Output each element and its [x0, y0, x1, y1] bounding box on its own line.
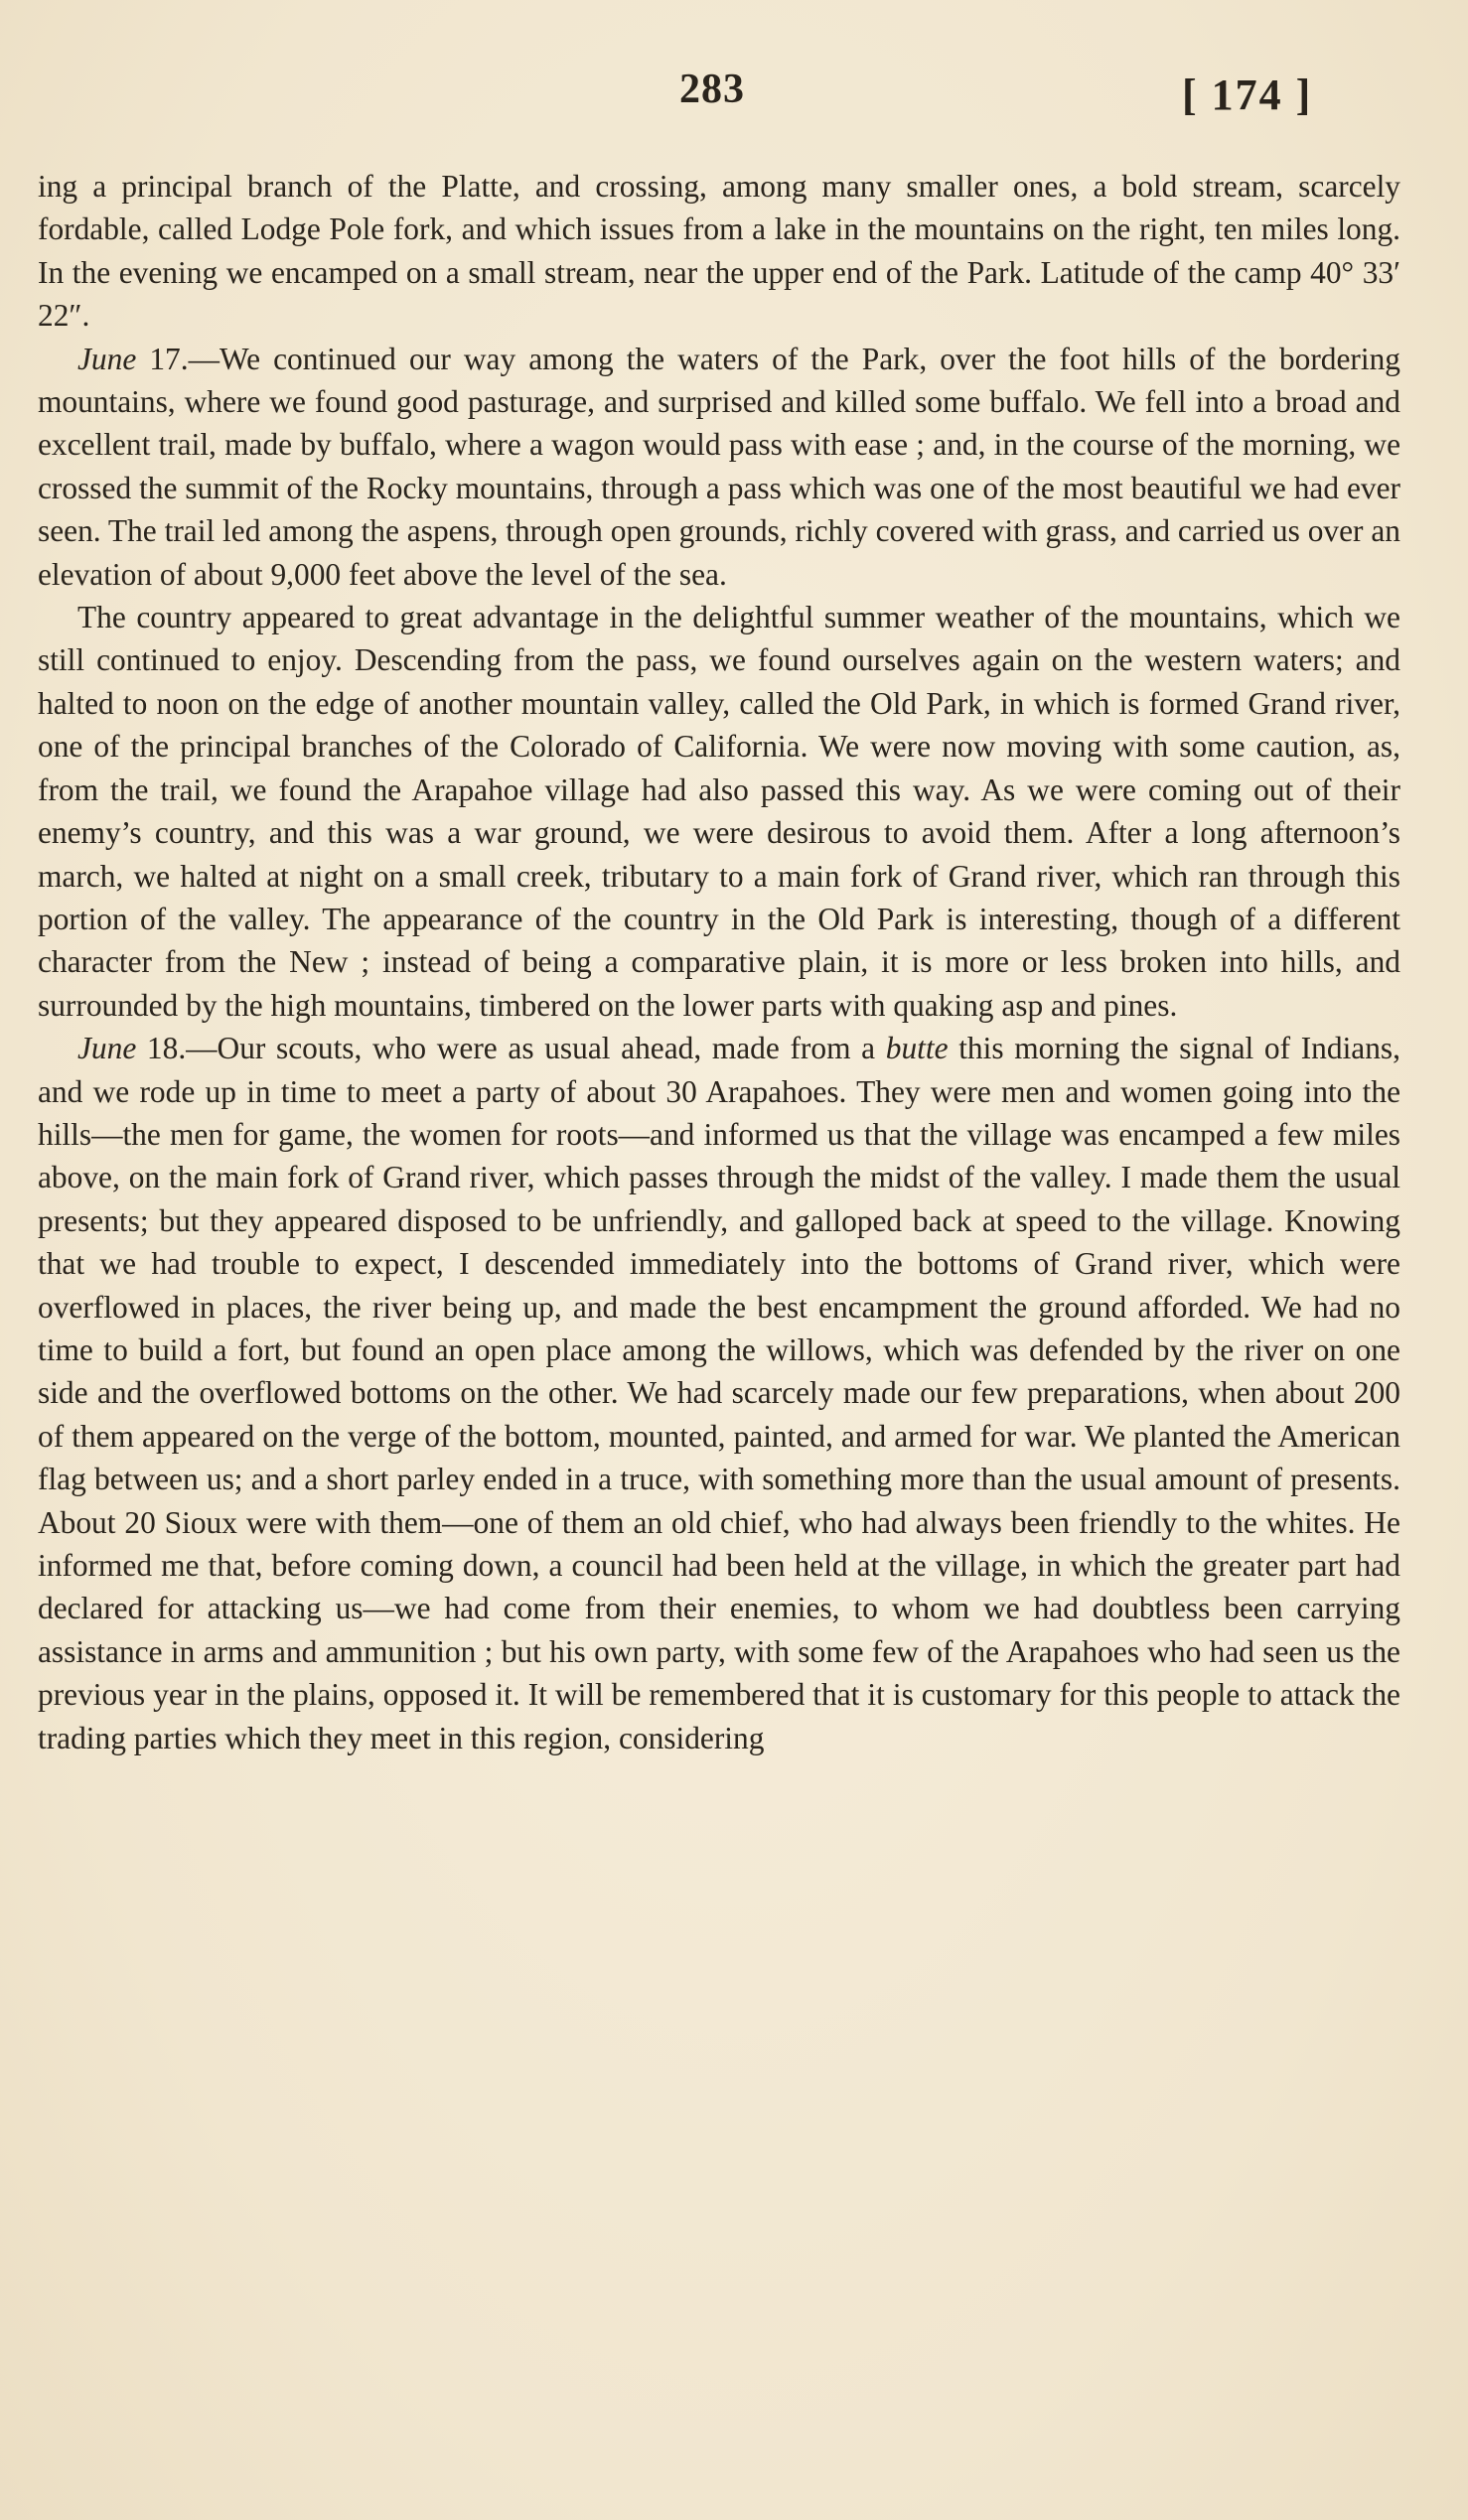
date-label: June	[77, 341, 137, 376]
paragraph-text: 18.—Our scouts, who were as usual ahead, made from a	[136, 1031, 886, 1066]
page-number: 283	[679, 67, 745, 112]
paragraph-3	[38, 596, 1400, 1027]
paragraph-4	[38, 1027, 1400, 1759]
paragraph-text: ing a principal branch of the Platte, and crossing, among many smaller ones, a bold stream, scarcely fordable, called Lodge Pole fork, and which issues from a lake in the mountains on the right, ten miles long. In the evening we encamped on a small stream, near the upper end of the Park. Latitude of the camp 40° 33′ 22″.	[38, 169, 1400, 334]
paragraph-2	[38, 338, 1400, 596]
paragraph-text: this morning the signal of Indians, and we rode up in time to meet a party of about 30 Arapahoes. They were men and women going into the hills—the men for game, the women for roots—and informed us that the village was encamped a few miles above, on the main fork of Grand river, which passes through the midst of the valley. I made them the usual presents; but they appeared disposed to be unfriendly, and galloped back at speed to the village. Knowing that we had trouble to expect, I descended immediately into the bottoms of Grand river, which were overflowed in places, the river being up, and made the best encampment the ground afforded. We had no time to build a fort, but found an open place among the willows, which was defended by the river on one side and the overflowed bottoms on the other. We had scarcely made our few preparations, when about 200 of them appeared on the verge of the bottom, mounted, painted, and armed for war. We planted the American flag between us; and a short parley ended in a truce, with something more than the usual amount of presents. About 20 Sioux were with them—one of them an old chief, who had always been friendly to the whites. He informed me that, before coming down, a council had been held at the village, in which the greater part had declared for attacking us—we had come from their enemies, to whom we had doubtless been carrying assistance in arms and ammunition ; but his own party, with some few of the Arapahoes who had seen us the previous year in the plains, opposed it. It will be remembered that it is customary for this people to attack the trading parties which they meet in this region, considering	[38, 1031, 1400, 1755]
paragraph-1	[38, 165, 1400, 338]
page-header	[0, 66, 1468, 135]
paragraph-text: The country appeared to great advantage in the delightful summer weather of the mountains, which we still continued to enjoy. Descending from the pass, we found ourselves again on the western waters; and halted to noon on the edge of another mountain valley, called the Old Park, in which is formed Grand river, one of the principal branches of the Colorado of California. We were now moving with some caution, as, from the trail, we found the Arapahoe village had also passed this way. As we were coming out of their enemy’s country, and this was a war ground, we were desirous to avoid them. After a long afternoon’s march, we halted at night on a small creek, tributary to a main fork of Grand river, which ran through this portion of the valley. The appearance of the country in the Old Park is interesting, though of a different character from the New ; instead of being a comparative plain, it is more or less broken into hills, and surrounded by the high mountains, timbered on the lower parts with quaking asp and pines.	[38, 600, 1400, 1023]
paragraph-text: 17.—We continued our way among the waters of the Park, over the foot hills of the bordering mountains, where we found good pasturage, and surprised and killed some buffalo. We fell into a broad and excellent trail, made by buffalo, where a wagon would pass with ease ; and, in the course of the morning, we crossed the summit of the Rocky mountains, through a pass which was one of the most beautiful we had ever seen. The trail led among the aspens, through open grounds, richly covered with grass, and carried us over an elevation of about 9,000 feet above the level of the sea.	[38, 341, 1400, 592]
italic-term: butte	[885, 1031, 949, 1066]
document-number: [ 174 ]	[1182, 70, 1313, 119]
body-text	[38, 165, 1400, 1759]
date-label: June	[77, 1031, 137, 1066]
